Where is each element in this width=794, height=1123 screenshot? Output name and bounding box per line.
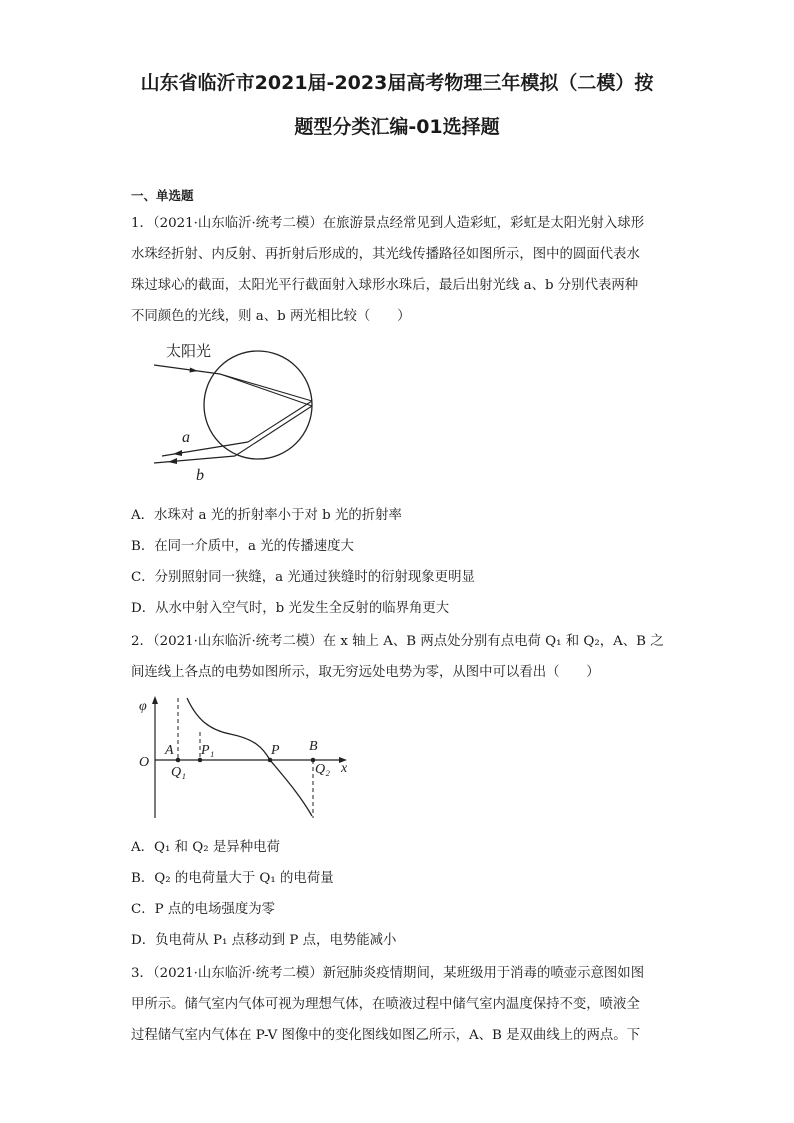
point-p1-label: P₁ — [201, 743, 215, 758]
q3-text-line: 甲所示。储气室内气体可视为理想气体，在喷液过程中储气室内温度保持不变，喷液全 — [131, 997, 640, 1012]
incoming-ray — [154, 365, 220, 374]
document-title-line-2: 题型分类汇编-01选择题 — [294, 116, 500, 138]
ray-b — [154, 456, 235, 463]
ray-b-label: b — [196, 467, 204, 484]
q3-text-line: 3．（2021·山东临沂·统考二模）新冠肺炎疫情期间，某班级用于消毒的喷壶示意图如图 — [131, 966, 645, 981]
q2-option-c: C．P 点的电场强度为零 — [131, 902, 276, 917]
origin-label: O — [139, 755, 150, 770]
q1-text-line: 水珠经折射、内反射、再折射后形成的，其光线传播路径如图所示，图中的圆面代表水 — [131, 247, 640, 262]
point-p-label: P — [271, 743, 280, 758]
phi-axis-label: φ — [139, 699, 147, 714]
rainbow-water-droplet-figure — [140, 332, 340, 492]
potential-graph-figure — [135, 690, 365, 830]
water-droplet-circle — [204, 351, 312, 459]
q1-option-b: B．在同一介质中，a 光的传播速度大 — [131, 539, 354, 554]
sunlight-label: 太阳光 — [166, 344, 212, 360]
ray-a-label: a — [182, 429, 190, 446]
q1-text-line: 不同颜色的光线，则 a、b 两光相比较（ ） — [131, 309, 411, 324]
section-heading: 一、单选题 — [131, 188, 194, 203]
arrow-head — [190, 368, 199, 373]
q1-text-line: 珠过球心的截面，太阳光平行截面射入球形水珠后，最后出射光线 a、b 分别代表两种 — [131, 278, 639, 293]
point-a-label: A — [165, 743, 174, 758]
q1-option-a: A．水珠对 a 光的折射率小于对 b 光的折射率 — [131, 508, 402, 523]
q2-option-a: A．Q₁ 和 Q₂ 是异种电荷 — [131, 840, 280, 855]
point-b-label: B — [309, 739, 318, 754]
q2-option-d: D．负电荷从 P₁ 点移动到 P 点，电势能减小 — [131, 933, 397, 948]
q3-text-line: 过程储气室内气体在 P-V 图像中的变化图线如图乙所示，A、B 是双曲线上的两点。下 — [131, 1028, 641, 1043]
document-title-line-1: 山东省临沂市2021届-2023届高考物理三年模拟（二模）按 — [140, 72, 654, 94]
q2-text-line: 2．（2021·山东临沂·统考二模）在 x 轴上 A、B 两点处分别有点电荷 Q₁ 和 Q₂，A、B 之 — [131, 634, 664, 649]
q2-option-b: B．Q₂ 的电荷量大于 Q₁ 的电荷量 — [131, 871, 334, 886]
x-axis-label: x — [341, 761, 348, 776]
charge-q1-label: Q₁ — [171, 765, 186, 780]
q1-text-line: 1．（2021·山东临沂·统考二模）在旅游景点经常见到人造彩虹，彩虹是太阳光射入球形 — [131, 216, 645, 231]
q2-text-line: 间连线上各点的电势如图所示，取无穷远处电势为零，从图中可以看出（ ） — [131, 665, 600, 680]
q1-option-c: C．分别照射同一狭缝，a 光通过狭缝时的衍射现象更明显 — [131, 570, 475, 585]
charge-q2-label: Q₂ — [315, 762, 330, 777]
q1-option-d: D．从水中射入空气时，b 光发生全反射的临界角更大 — [131, 601, 450, 616]
